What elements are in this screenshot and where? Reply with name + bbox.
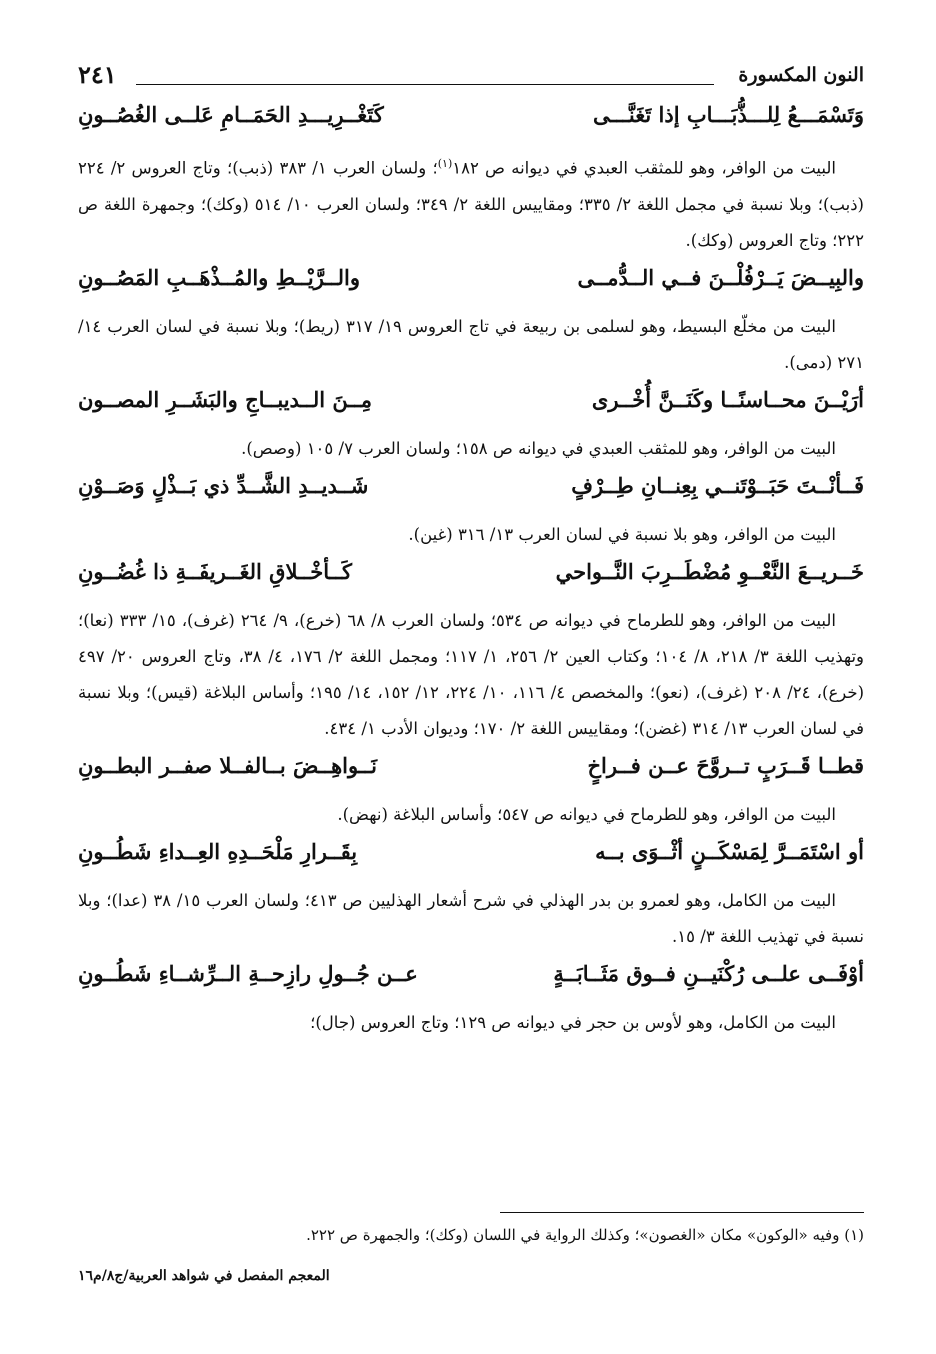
verse-first-hemistich: خَــريــعَ النَّعْــوِ مُضْطَــرِبَ النَّــواحي	[555, 558, 864, 584]
book-footer: المعجم المفصل في شواهد العربية/ج٨/م١٦	[78, 1268, 330, 1284]
verse-citation: البيت من الوافر، وهو للطرماح في ديوانه ص ٥٤٧؛ وأساس البلاغة (نهض).	[337, 804, 836, 824]
page-number: ٢٤١	[78, 60, 117, 89]
verse-second-hemistich: نَــواهِــضَ بــالفــلا صفــر البطــونِ	[78, 752, 377, 778]
citation-text-rest: ؛ ولسان العرب ١/ ٣٨٣ (ذبب)؛ وتاج العروس ٢/ ٢٢٤ (ذبب)؛ وبلا نسبة في مجمل اللغة ٢/ ٣٣٥؛ ومقاييس اللغة ٢/ ٣٤٩؛ ولسان العرب ١٠/ ٥١٤ (وكك)؛ وجمهرة اللغة ص ٢٢٢؛ وتاج العروس (وكك).	[78, 158, 864, 250]
page-bottom-area	[78, 0, 864, 1354]
verse-first-hemistich: أو اسْتَمَــرَّ لِمَسْكَــنٍ أثْــوَى بــه	[595, 838, 864, 864]
chapter-title: النون المكسورة	[738, 64, 864, 86]
verse-first-hemistich: وَتَسْمَـــعُ لِلـــذُّبَـــابِ إذا تَغَنَّـــى	[592, 102, 864, 127]
verse-second-hemistich: بِقَــرارِ مَلْحَــدِهِ العِــداءِ شَطُــونِ	[78, 838, 358, 864]
citation-text: البيت من الوافر، وهو للمثقب العبدي في ديوانه ص ١٨٢	[452, 158, 837, 178]
verse-first-hemistich: فَــأنْــتَ حَبَــوْتَنــي بِعِنــانِ طِــرْفٍ	[571, 472, 864, 498]
verse-citation: البيت من الوافر، وهو للمثقب العبدي في ديوانه ص ١٥٨؛ ولسان العرب ٧/ ١٠٥ (وصص).	[241, 438, 836, 458]
verse-first-hemistich: أوْفَــى علــى رُكْنَيــنِ فــوق مَثَــابَــةٍ	[553, 960, 864, 986]
verse-citation: البيت من الوافر، وهو بلا نسبة في لسان العرب ١٣/ ٣١٦ (غين).	[408, 524, 836, 544]
verse-second-hemistich: كَتَغْــرِيـــدِ الحَمَــامِ عَلــى الغُصُــونِ	[78, 102, 384, 127]
footnote-ref[interactable]: (١)	[437, 157, 453, 170]
verse-citation: البيت من الكامل، وهو لعمرو بن بدر الهذلي في شرح أشعار الهذليين ص ٤١٣؛ ولسان العرب ١٥/ ٣٨ (عدا)؛ وبلا نسبة في تهذيب اللغة ٣/ ١٥.	[78, 890, 864, 946]
verse-first-hemistich: قطــا قَــرَبٍ تــروَّحَ عــن فــراخٍ	[587, 752, 864, 778]
verse-citation: البيت من الوافر، وهو للطرماح في ديوانه ص ٥٣٤؛ ولسان العرب ٨/ ٦٨ (خرع)، ٩/ ٢٦٤ (غرف)، ١٥/ ٣٣٣ (نعا)؛ وتهذيب اللغة ٣/ ٢١٨، ٨/ ١٠٤؛ وكتاب العين ٢/ ٢٥٦، ١/ ١١٧؛ ومجمل اللغة ٢/ ١٧٦، ٤/ ٣٨، وتاج العروس ٢٠/ ٤٩٧ (خرع)، ٢٤/ ٢٠٨ (غرف)، (نعو)؛ والمخصص ٤/ ١١٦، ١٠/ ٢٢٤، ١٢/ ١٥٢، ١٤/ ١٩٥؛ وأساس البلاغة (قيس)؛ وبلا نسبة في لسان العرب ١٣/ ٣١٤ (غضن)؛ ومقاييس اللغة ٢/ ١٧٠؛ وديوان الأدب ١/ ٤٣٤.	[78, 610, 865, 738]
verse-second-hemistich: عــن جُــولِ رازِحــةِ الــرِّشــاءِ شَطُــونِ	[78, 960, 418, 986]
verse-citation: البيت من مخلّع البسيط، وهو لسلمى بن ربيعة في تاج العروس ١٩/ ٣١٧ (ريط)؛ وبلا نسبة في لسان العرب ١٤/ ٢٧١ (دمى).	[78, 316, 864, 372]
verse-second-hemistich: والــرَّيْــطِ والمُــذْهَــبِ المَصُــونِ	[78, 264, 360, 290]
verse-second-hemistich: مِــنَ الــديبــاجِ والبَشَــرِ المصــون	[78, 386, 372, 412]
verse-second-hemistich: شَــديــدِ الشَّــدِّ ذي بَــذْلٍ وَصَــوْنِ	[78, 472, 369, 498]
verse-second-hemistich: كَــأخْــلاقِ الغَــريفَــةِ ذا غُضُــونِ	[78, 558, 352, 584]
verse-first-hemistich: أرَيْــنَ محــاسنًــا وكَنَــنَّ أُخْــرى	[591, 386, 864, 412]
verse-first-hemistich: والبِيــضَ يَــرْفُلْــنَ فــي الــدُّمــى	[577, 264, 864, 290]
verse-citation: البيت من الكامل، وهو لأوس بن حجر في ديوانه ص ١٢٩؛ وتاج العروس (جال)؛	[310, 1012, 836, 1032]
footnote: (١) وفيه «الوكون» مكان «الغصون»؛ وكذلك الرواية في اللسان (وكك)؛ والجمهرة ص ٢٢٢.	[306, 1226, 864, 1244]
